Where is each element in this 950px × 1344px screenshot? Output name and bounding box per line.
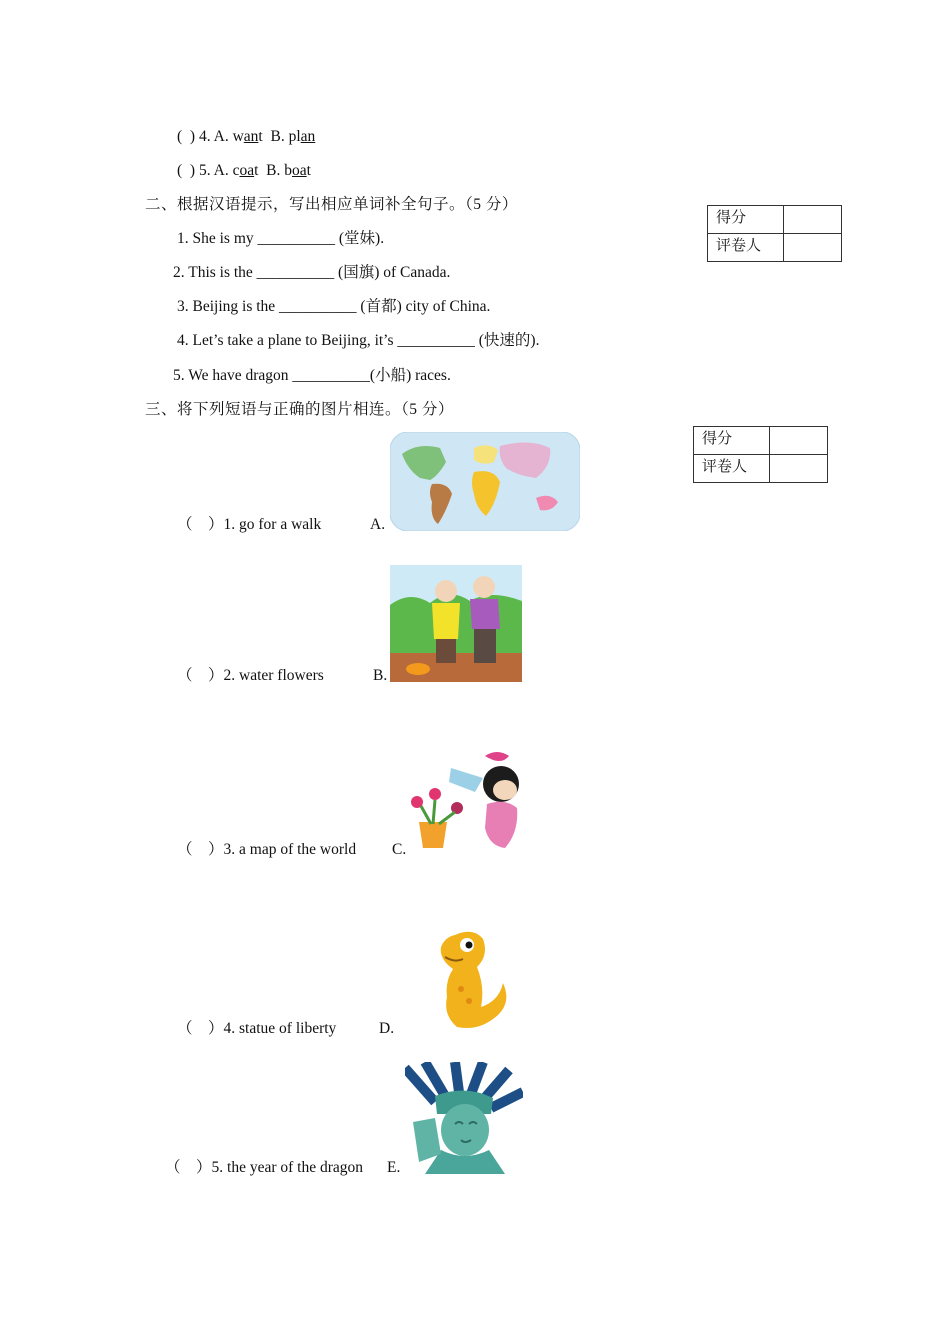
dragon-picture	[433, 927, 511, 1035]
score-cell[interactable]	[770, 427, 828, 455]
phonics-item-5: ( ) 5. A. coat B. boat	[177, 162, 311, 179]
phonics-item-4: ( ) 4. A. want B. plan	[177, 128, 316, 145]
section-3-heading: 三、将下列短语与正确的图片相连。（5 分）	[145, 401, 454, 418]
reviewer-cell[interactable]	[770, 455, 828, 483]
sentence-3: 3. Beijing is the __________ (首都) city of China.	[177, 298, 491, 315]
match-item-1: （ ）1. go for a walk	[177, 516, 322, 533]
sentence-4: 4. Let’s take a plane to Beijing, it’s __________ (快速的).	[177, 332, 540, 349]
match-item-4: （ ）4. statue of liberty	[177, 1020, 337, 1037]
match-letter-c: C.	[392, 841, 407, 858]
match-letter-d: D.	[379, 1020, 395, 1037]
match-item-3: （ ）3. a map of the world	[177, 841, 357, 858]
sentence-2: 2. This is the __________ (国旗) of Canada.	[173, 264, 451, 281]
match-item-2: （ ）2. water flowers	[177, 667, 324, 684]
reviewer-label: 评卷人	[708, 234, 784, 262]
score-label: 得分	[694, 427, 770, 455]
reviewer-cell[interactable]	[784, 234, 842, 262]
walking-couple-picture	[390, 565, 522, 682]
match-letter-e: E.	[387, 1159, 401, 1176]
match-letter-b: B.	[373, 667, 388, 684]
section-2-heading: 二、根据汉语提示，写出相应单词补全句子。（5 分）	[145, 196, 518, 213]
sentence-1: 1. She is my __________ (堂妹).	[177, 230, 385, 247]
statue-of-liberty-picture	[405, 1062, 523, 1174]
score-box-section-2	[707, 205, 842, 262]
match-item-5: （ ）5. the year of the dragon	[165, 1159, 364, 1176]
world-map-picture	[390, 432, 580, 531]
reviewer-label: 评卷人	[694, 455, 770, 483]
sentence-5: 5. We have dragon __________(小船) races.	[173, 367, 451, 384]
watering-flowers-picture	[405, 748, 540, 856]
score-label: 得分	[708, 206, 784, 234]
match-letter-a: A.	[370, 516, 386, 533]
score-box-section-3	[693, 426, 828, 483]
score-cell[interactable]	[784, 206, 842, 234]
